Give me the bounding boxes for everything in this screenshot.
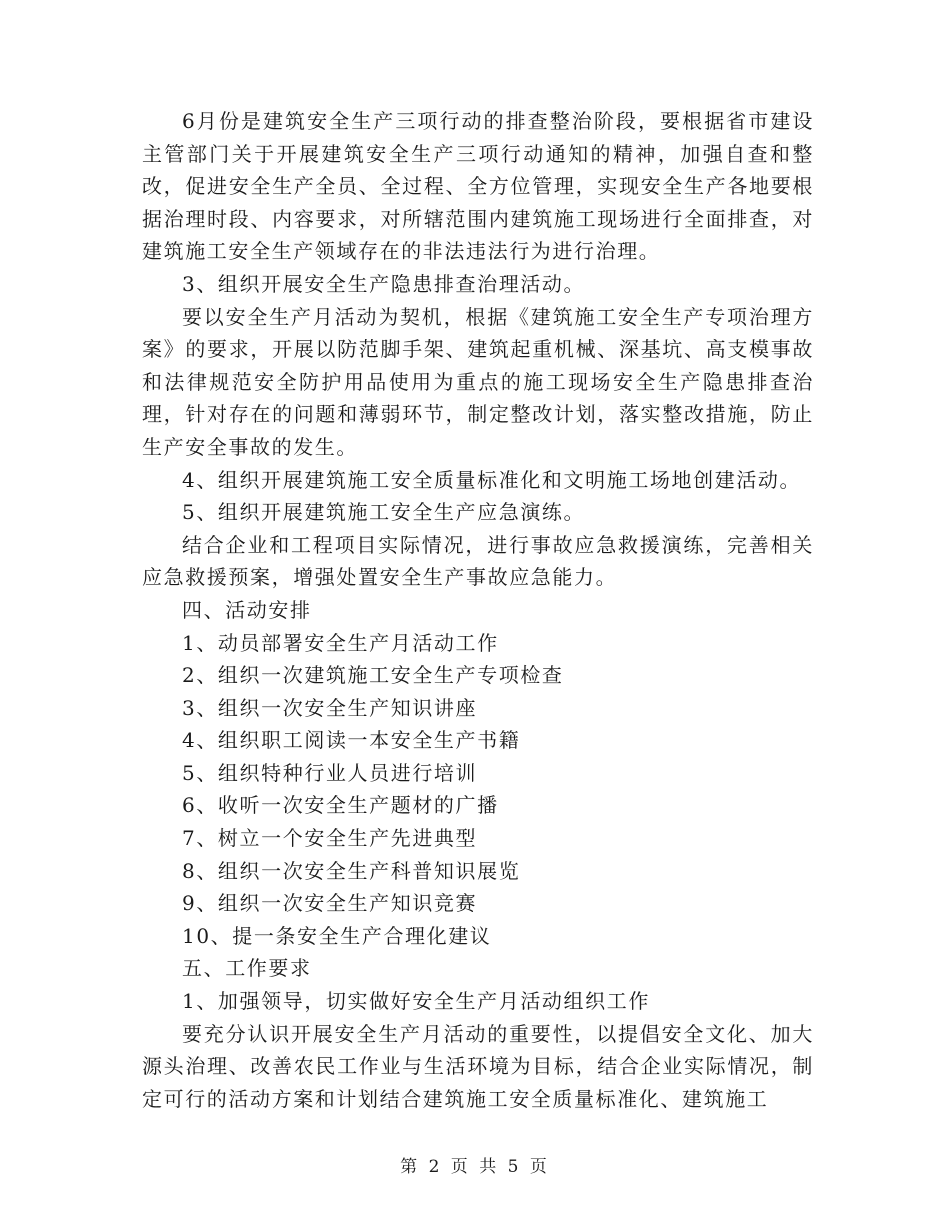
paragraph-hazard-inspection-detail: 要以安全生产月活动为契机，根据《建筑施工安全生产专项治理方案》的要求，开展以防范脚手架、建筑起重机械、深基坑、高支模事故和法律规范安全防护用品使用为重点的施工现场安全生产隐患排查治理，针对存在的问题和薄弱环节，制定整改计划，落实整改措施，防止生产安全事故的发生。	[142, 304, 814, 459]
paragraph-requirement-1-detail: 要充分认识开展安全生产月活动的重要性，以提倡安全文化、加大源头治理、改善农民工作业与生活环境为目标，结合企业实际情况，制定可行的活动方案和计划结合建筑施工安全质量标准化、建筑施工	[142, 1021, 814, 1111]
list-item-activity-1: 1、动员部署安全生产月活动工作	[182, 630, 499, 655]
page-number-footer: 第 2 页 共 5 页	[400, 1157, 550, 1177]
list-item-activity-6: 6、收听一次安全生产题材的广播	[182, 793, 499, 818]
list-item-activity-8: 8、组织一次安全生产科普知识展览	[182, 858, 521, 883]
paragraph-item-5-emergency-drill: 5、组织开展建筑施工安全生产应急演练。	[182, 500, 586, 525]
paragraph-phase-description: 6月份是建筑安全生产三项行动的排查整治阶段，要根据省市建设主管部门关于开展建筑安全生产三项行动通知的精神，加强自查和整改，促进安全生产全员、全过程、全方位管理，实现安全生产各地要根据治理时段、内容要求，对所辖范围内建筑施工现场进行全面排查，对建筑施工安全生产领域存在的非法违法行为进行治理。	[142, 109, 814, 264]
list-item-activity-3: 3、组织一次安全生产知识讲座	[182, 695, 478, 720]
paragraph-item-4-standardization: 4、组织开展建筑施工安全质量标准化和文明施工场地创建活动。	[182, 467, 802, 492]
list-item-activity-5: 5、组织特种行业人员进行培训	[182, 760, 478, 785]
paragraph-item-3-hazard-inspection: 3、组织开展安全生产隐患排查治理活动。	[182, 271, 586, 296]
paragraph-requirement-1-heading: 1、加强领导，切实做好安全生产月活动组织工作	[182, 989, 650, 1014]
list-item-activity-2: 2、组织一次建筑施工安全生产专项检查	[182, 663, 564, 688]
list-item-activity-9: 9、组织一次安全生产知识竞赛	[182, 891, 478, 916]
document-body	[142, 105, 814, 1115]
list-item-activity-10: 10、提一条安全生产合理化建议	[182, 923, 492, 948]
section-heading-work-requirements: 五、工作要求	[182, 956, 312, 981]
section-heading-activity-schedule: 四、活动安排	[182, 597, 312, 622]
list-item-activity-4: 4、组织职工阅读一本安全生产书籍	[182, 728, 521, 753]
paragraph-emergency-drill-detail: 结合企业和工程项目实际情况，进行事故应急救援演练，完善相关应急救援预案，增强处置安全生产事故应急能力。	[142, 532, 814, 590]
list-item-activity-7: 7、树立一个安全生产先进典型	[182, 826, 478, 851]
